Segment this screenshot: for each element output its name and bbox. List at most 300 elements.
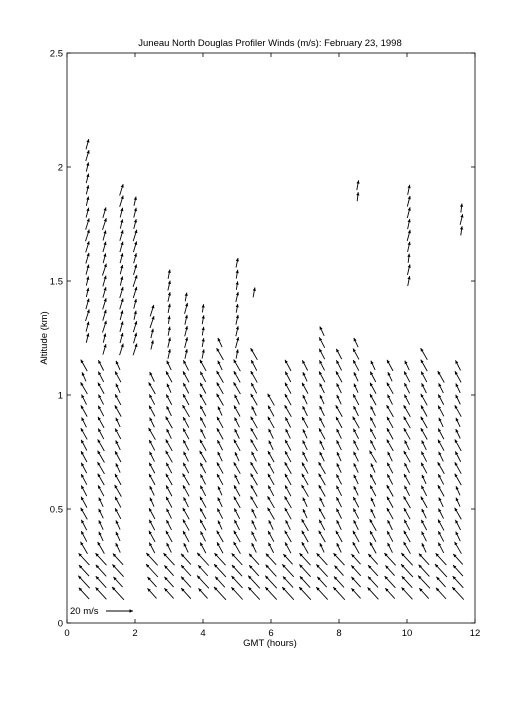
wind-vector [217, 382, 224, 394]
wind-vector [269, 520, 274, 530]
wind-vector [183, 417, 189, 428]
wind-vector [214, 587, 226, 600]
wind-vector [251, 417, 258, 429]
wind-vector [320, 543, 324, 552]
wind-vector [185, 349, 188, 359]
wind-vector [149, 406, 155, 417]
wind-vector [266, 565, 277, 577]
y-axis-label: Altitude (km) [39, 311, 50, 365]
wind-vector [353, 394, 359, 405]
wind-vector [115, 485, 122, 497]
vector-head [408, 264, 411, 267]
vector-head [236, 270, 239, 273]
wind-vector [371, 509, 376, 519]
wind-vector [421, 348, 428, 360]
wind-vector [422, 531, 427, 541]
wind-vector [166, 531, 172, 542]
wind-vector [183, 405, 190, 417]
wind-vector [134, 264, 138, 274]
wind-vector [150, 486, 155, 496]
wind-vector [79, 565, 89, 576]
wind-vector [387, 405, 394, 417]
vector-head [236, 326, 239, 329]
wind-vector [218, 406, 222, 415]
wind-vector [404, 383, 409, 393]
wind-vector [120, 230, 124, 241]
wind-vector [115, 371, 121, 382]
wind-vector [371, 361, 375, 370]
wind-vector [166, 451, 173, 463]
wind-vector [370, 485, 376, 496]
wind-vector [336, 417, 342, 428]
wind-vector [371, 463, 375, 472]
vector-head [202, 315, 205, 318]
wind-vector [235, 474, 240, 484]
wind-vector [319, 520, 324, 530]
wind-vector [98, 439, 105, 451]
wind-vector [236, 349, 239, 358]
vector-head [236, 258, 239, 261]
wind-vector [251, 383, 257, 394]
wind-vector [300, 553, 311, 565]
wind-vector [285, 462, 292, 474]
wind-vector [319, 371, 325, 382]
wind-vector [134, 253, 137, 263]
wind-vector [217, 474, 223, 485]
vector-head [407, 276, 410, 279]
wind-vector [404, 474, 410, 485]
wind-vector [81, 531, 87, 542]
wind-vector [439, 418, 443, 427]
wind-vector [99, 520, 103, 529]
wind-vector [302, 462, 308, 473]
wind-vector [120, 196, 124, 207]
wind-vector [387, 428, 393, 439]
wind-vector [354, 452, 359, 462]
wind-vector [334, 576, 344, 587]
wind-vector [452, 587, 464, 600]
wind-vector [438, 531, 443, 541]
wind-vector [407, 254, 410, 263]
wind-vector [98, 417, 104, 428]
wind-vector [181, 577, 191, 588]
wind-vector [319, 360, 324, 370]
wind-vector [356, 180, 359, 190]
wind-vector [388, 395, 393, 405]
wind-vector [217, 348, 224, 360]
wind-vector [319, 531, 326, 543]
wind-vector [235, 417, 240, 427]
wind-vector [404, 428, 410, 439]
wind-vector [336, 360, 341, 370]
wind-vector [234, 360, 241, 372]
wind-vector [453, 576, 464, 588]
wind-vector [185, 303, 189, 314]
vector-head [104, 218, 107, 222]
wind-vector [81, 542, 88, 554]
wind-vector [185, 326, 188, 336]
wind-vector [354, 372, 358, 381]
wind-vector [98, 395, 103, 405]
wind-vector [285, 360, 291, 371]
wind-vector [120, 184, 124, 195]
wind-vector [168, 327, 171, 336]
wind-vector [167, 384, 171, 393]
wind-vector [236, 304, 239, 313]
wind-vector [387, 474, 392, 484]
vector-head [86, 288, 89, 291]
wind-vector [120, 276, 123, 285]
wind-vector [285, 451, 291, 462]
wind-vector-field [78, 139, 463, 600]
wind-vector [302, 417, 308, 428]
wind-vector [419, 554, 429, 565]
wind-vector [86, 185, 89, 194]
wind-vector [285, 383, 291, 394]
wind-vector [197, 553, 209, 566]
wind-vector [303, 372, 307, 381]
wind-vector [236, 281, 239, 289]
wind-vector [81, 508, 88, 520]
vector-head [134, 197, 137, 200]
wind-vector [303, 509, 307, 518]
chart-title: Juneau North Douglas Profiler Winds (m/s): February 23, 1998 [138, 38, 402, 49]
wind-vector [336, 349, 341, 359]
wind-vector [285, 531, 292, 543]
vector-head [236, 349, 239, 352]
wind-vector [234, 508, 239, 518]
wind-vector [387, 497, 393, 508]
wind-vector [202, 327, 205, 336]
wind-vector [146, 564, 158, 577]
wind-vector [201, 429, 206, 439]
wind-vector [371, 406, 376, 416]
x-tick-label: 12 [469, 628, 481, 639]
wind-vector [217, 440, 222, 450]
wind-vector [302, 531, 308, 542]
wind-vector [407, 276, 410, 286]
wind-vector [302, 519, 309, 531]
wind-vector [251, 428, 258, 440]
wind-vector [252, 531, 257, 541]
wind-vector [421, 371, 427, 382]
wind-vector [436, 588, 446, 599]
wind-vector [115, 428, 121, 439]
wind-vector [133, 287, 137, 298]
wind-vector [334, 566, 343, 576]
wind-vector [316, 587, 327, 599]
wind-vector [299, 564, 310, 576]
vector-head [134, 311, 137, 314]
wind-vector [98, 406, 104, 417]
wind-vector [320, 440, 325, 449]
wind-vector [336, 405, 343, 417]
wind-vector [421, 428, 427, 439]
wind-vector [438, 543, 443, 553]
vector-head [134, 275, 137, 279]
wind-vector [168, 338, 171, 348]
wind-vector [115, 474, 121, 485]
wind-vector [115, 451, 121, 462]
wind-vector [354, 486, 359, 495]
wind-vector [166, 439, 173, 451]
wind-vector [388, 520, 393, 530]
vector-head [236, 292, 239, 295]
wind-vector [183, 473, 190, 485]
wind-vector [353, 429, 358, 439]
wind-vector [86, 162, 89, 171]
wind-vector [200, 497, 206, 508]
wind-vector [149, 428, 156, 440]
wind-vector [285, 440, 291, 451]
wind-vector [200, 542, 206, 553]
wind-vector [285, 542, 291, 553]
vector-head [168, 338, 171, 341]
wind-vector [387, 417, 393, 428]
vector-head [151, 316, 154, 320]
wind-vector [252, 452, 257, 462]
wind-vector [456, 498, 460, 507]
wind-vector [98, 542, 105, 554]
wind-vector [147, 588, 156, 598]
wind-vector [81, 474, 87, 485]
wind-vector [234, 542, 241, 554]
wind-vector [166, 497, 172, 508]
wind-vector [337, 463, 341, 472]
wind-vector [86, 322, 89, 332]
wind-vector [116, 520, 120, 529]
wind-vector [282, 587, 294, 600]
wind-vector [149, 382, 156, 394]
wind-vector [405, 361, 410, 370]
wind-vector [86, 333, 89, 342]
wind-vector [200, 406, 206, 417]
wind-vector [167, 543, 172, 553]
wind-vector [236, 270, 239, 279]
wind-vector [388, 452, 393, 462]
vector-head [185, 293, 188, 296]
wind-vector [370, 474, 376, 485]
wind-vector [268, 406, 274, 417]
y-tick-label: 1.5 [49, 276, 63, 288]
wind-vector [251, 371, 258, 383]
wind-vector [319, 485, 326, 497]
wind-vector [86, 208, 89, 218]
wind-vector [120, 265, 123, 274]
wind-vector [319, 473, 326, 485]
wind-vector [200, 486, 205, 496]
vector-head [134, 344, 137, 348]
axis-ticks [50, 49, 481, 640]
wind-vector [218, 486, 222, 495]
wind-vector [82, 417, 87, 427]
vector-head [253, 288, 256, 291]
wind-vector [354, 384, 358, 393]
wind-vector [81, 440, 87, 451]
wind-vector [202, 315, 205, 324]
wind-vector [183, 371, 189, 382]
wind-vector [120, 298, 124, 309]
vector-head [104, 264, 107, 268]
wind-vector [421, 451, 426, 461]
wind-vector [183, 428, 189, 439]
wind-vector [81, 382, 88, 394]
wind-vector [385, 565, 394, 575]
plot-axes [67, 53, 475, 623]
wind-vector [336, 486, 341, 496]
wind-vector [112, 564, 123, 576]
wind-vector [455, 371, 461, 382]
wind-vector [167, 429, 172, 439]
wind-vector [234, 531, 240, 542]
wind-vector [320, 395, 324, 404]
wind-vector [251, 348, 258, 360]
wind-vector [438, 509, 443, 519]
wind-vector [303, 429, 307, 438]
wind-vector [236, 326, 239, 336]
wind-vector [387, 439, 393, 450]
wind-vector [252, 509, 257, 519]
wind-vector [149, 463, 155, 474]
wind-vector [421, 394, 427, 405]
wind-vector [336, 371, 342, 382]
wind-vector [99, 509, 104, 519]
wind-vector [421, 405, 427, 416]
wind-vector [422, 440, 427, 450]
wind-vector [115, 405, 121, 416]
wind-vector [337, 452, 341, 461]
wind-vector [234, 440, 240, 451]
wind-vector [217, 508, 222, 518]
wind-vector [120, 253, 123, 263]
wind-vector [120, 242, 124, 252]
wind-vector [370, 542, 376, 553]
wind-vector [269, 440, 273, 449]
wind-vector [337, 520, 342, 530]
vector-head [185, 315, 188, 318]
wind-vector [353, 348, 359, 359]
wind-vector [455, 508, 462, 520]
wind-vector [302, 474, 308, 485]
wind-vector [149, 531, 155, 542]
wind-vector [218, 520, 222, 529]
wind-vector [351, 588, 360, 598]
wind-vector [252, 520, 257, 529]
wind-vector [99, 497, 103, 506]
wind-vector [320, 406, 325, 416]
wind-vector [401, 553, 412, 565]
wind-vector [149, 394, 154, 404]
wind-vector [268, 394, 275, 406]
wind-vector [371, 498, 375, 507]
wind-vector [319, 428, 325, 439]
wind-vector [285, 508, 291, 519]
wind-vector [86, 139, 89, 149]
wind-vector [460, 204, 463, 213]
wind-vector [370, 417, 375, 427]
wind-vector [217, 394, 224, 406]
wind-vector [249, 565, 259, 576]
vector-head [168, 327, 171, 330]
wind-vector [438, 406, 444, 417]
wind-vector [235, 452, 239, 461]
wind-vector [200, 520, 206, 531]
wind-vector [285, 405, 292, 417]
wind-vector [150, 372, 155, 382]
wind-vector [134, 197, 137, 206]
wind-vector [302, 383, 308, 394]
wind-vector [149, 508, 155, 519]
wind-vector [115, 508, 121, 519]
wind-vector [98, 383, 104, 394]
wind-vector [98, 372, 103, 382]
wind-vector [183, 383, 188, 393]
wind-vector [103, 344, 107, 355]
wind-vector [368, 565, 378, 576]
reference-vector [106, 609, 133, 612]
x-tick-label: 8 [336, 628, 342, 639]
wind-vector [407, 207, 410, 218]
wind-vector [134, 208, 137, 218]
wind-vector [236, 292, 239, 302]
wind-vector [353, 497, 358, 507]
x-axis-label: GMT (hours) [243, 638, 297, 649]
wind-vector [370, 372, 375, 382]
wind-vector [265, 587, 276, 599]
wind-vector [286, 429, 291, 439]
wind-vector [387, 531, 393, 542]
wind-vector [113, 554, 123, 565]
wind-vector [79, 553, 90, 565]
wind-vector [184, 452, 189, 462]
wind-vector [354, 463, 359, 473]
wind-vector [214, 553, 225, 565]
y-tick-label: 2 [57, 162, 63, 174]
wind-vector [217, 417, 223, 428]
wind-vector [388, 372, 392, 381]
wind-vector [218, 338, 222, 347]
wind-vector [166, 485, 172, 496]
wind-vector [252, 406, 257, 416]
wind-vector [183, 360, 188, 370]
y-tick-label: 0 [57, 618, 63, 630]
wind-vector [419, 565, 430, 577]
wind-vector [183, 519, 189, 530]
wind-vector [285, 474, 291, 485]
wind-vector [103, 276, 107, 287]
wind-vector [86, 299, 90, 310]
vector-head [120, 265, 123, 268]
wind-vector [231, 587, 242, 599]
wind-vector [86, 197, 89, 206]
wind-vector [181, 588, 191, 599]
wind-vector [183, 394, 189, 405]
wind-vector [251, 473, 258, 485]
wind-vector [149, 440, 154, 450]
wind-vector [354, 475, 359, 484]
wind-vector [234, 462, 241, 474]
wind-vector [435, 564, 447, 577]
wind-vector [167, 406, 172, 416]
wind-vector [120, 208, 123, 218]
wind-vector [251, 360, 257, 371]
wind-vector [407, 264, 410, 274]
wind-vector [200, 394, 206, 405]
wind-vector [234, 496, 240, 507]
wind-vector [455, 360, 460, 370]
vector-head [408, 185, 411, 188]
wind-vector [268, 508, 275, 520]
